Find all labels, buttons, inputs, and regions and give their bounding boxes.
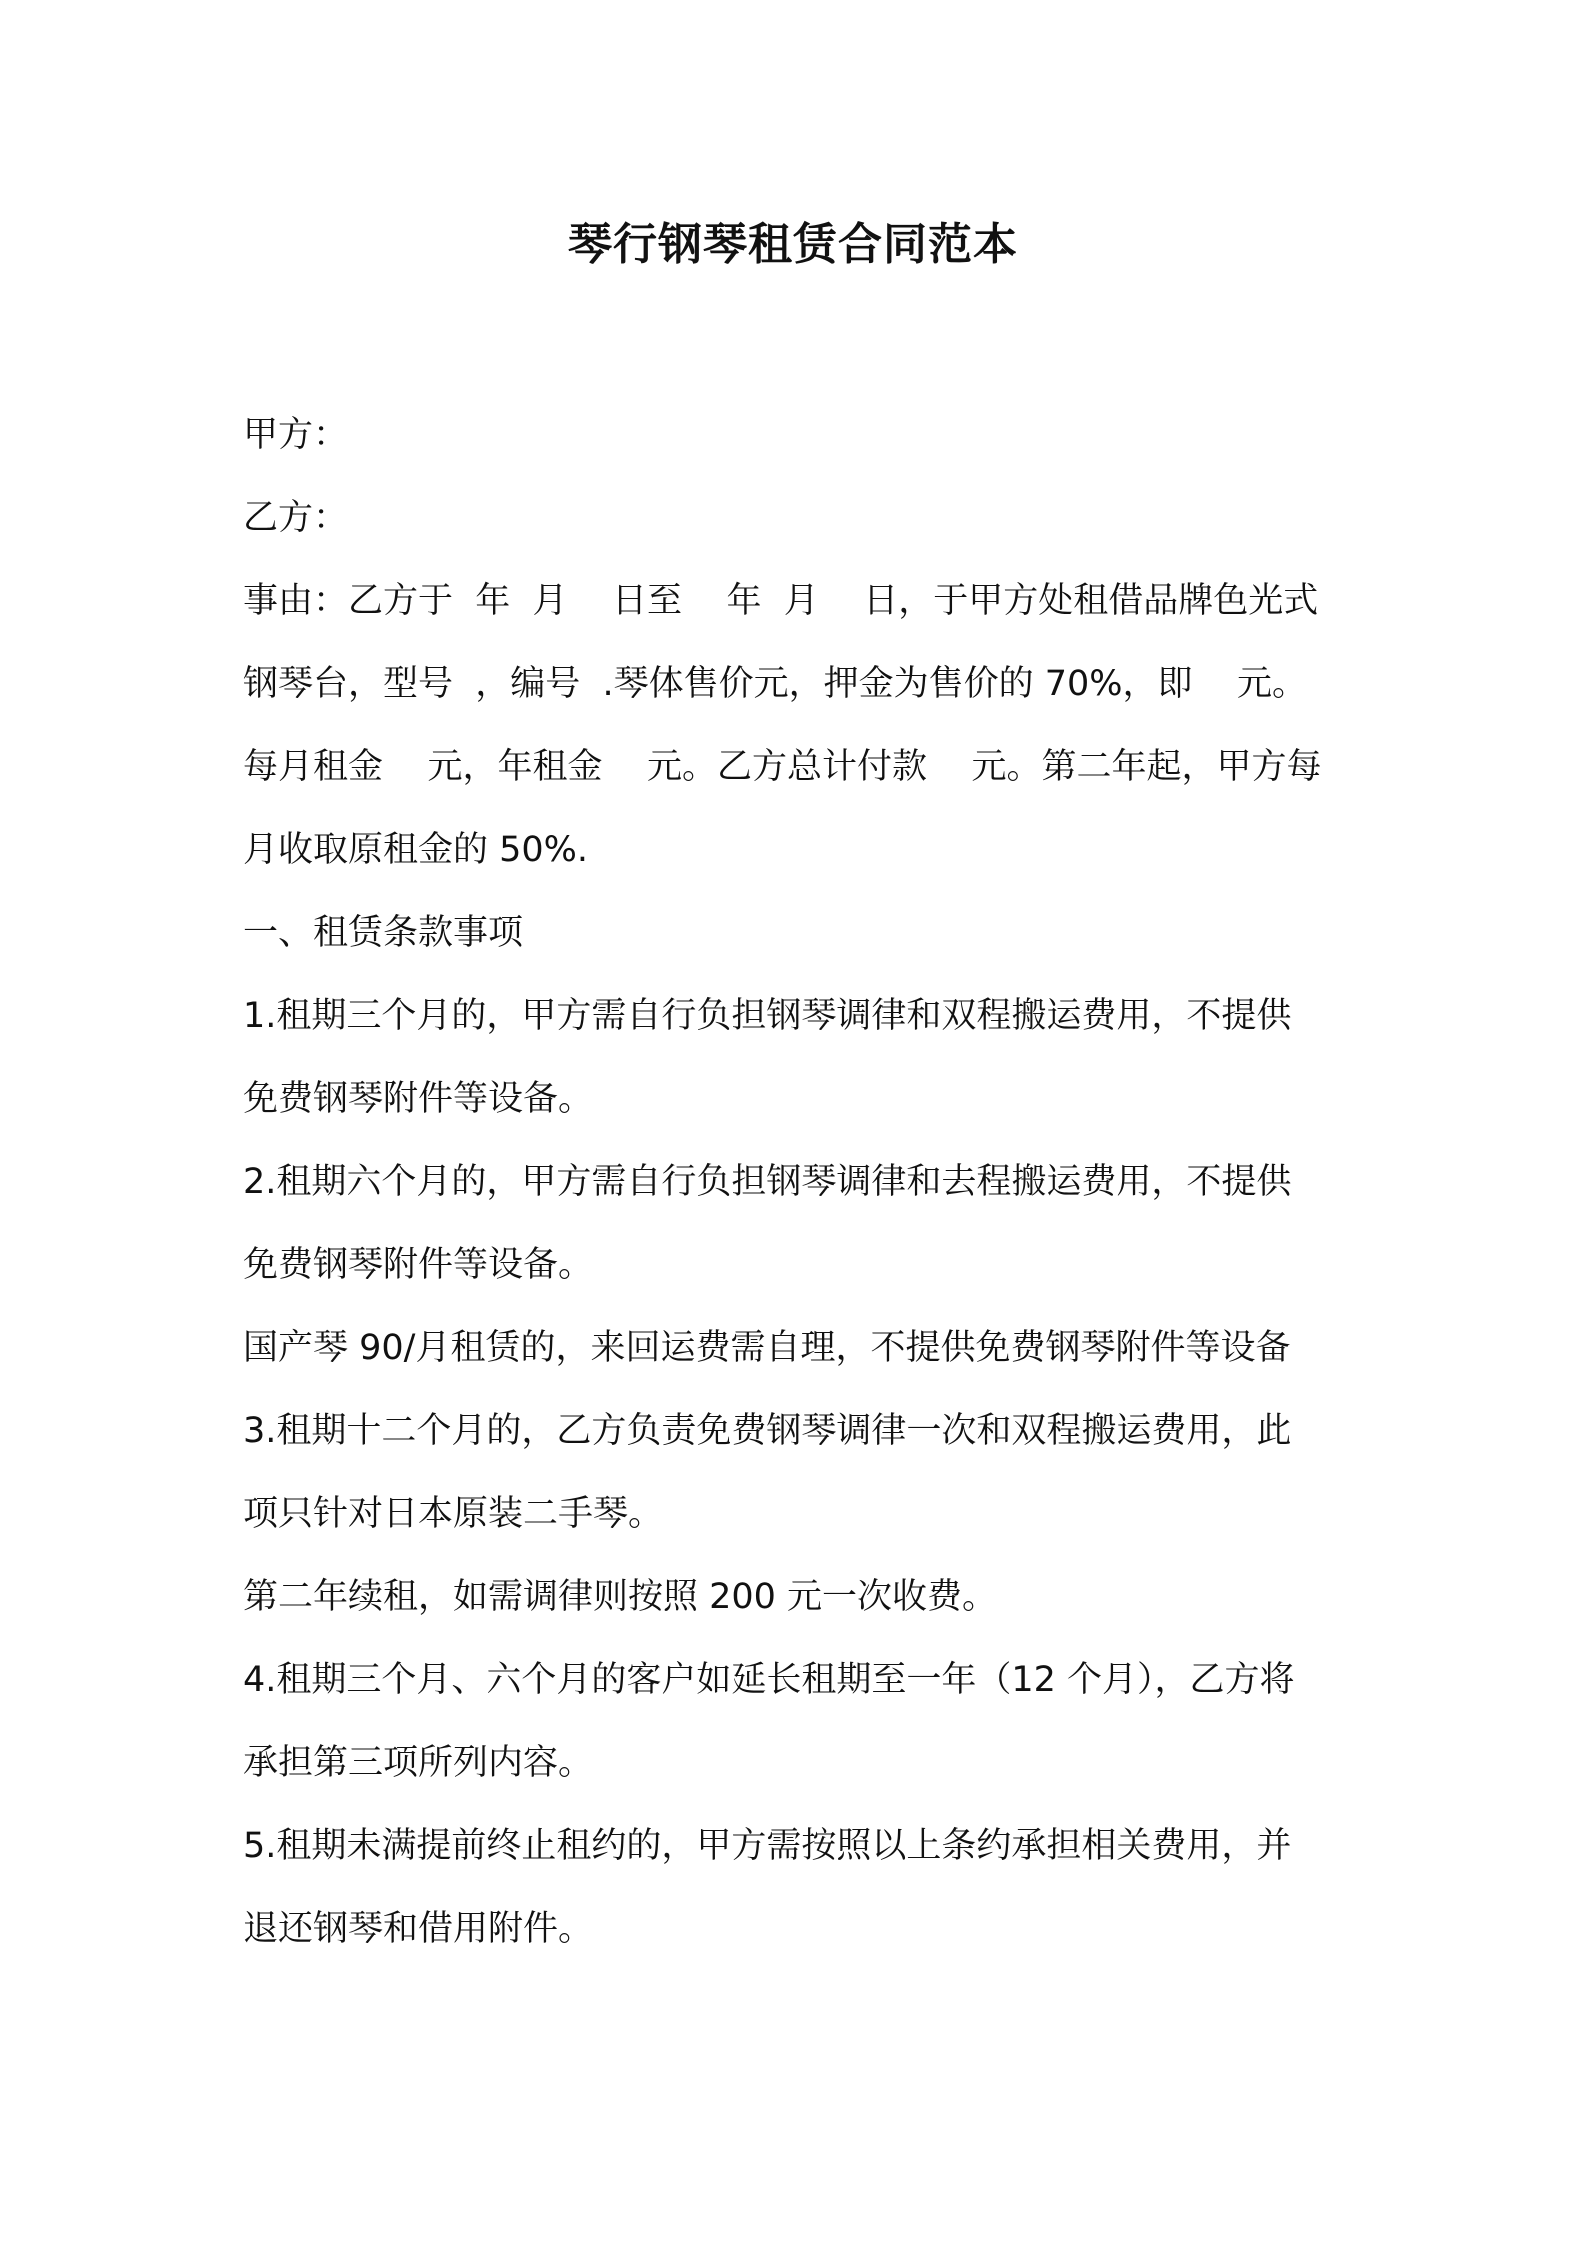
clause-2-line-1: 2.租期六个月的，甲方需自行负担钢琴调律和去程搬运费用，不提供 — [243, 1162, 1292, 1202]
document-title: 琴行钢琴租赁合同范本 — [568, 219, 1018, 270]
clause-5-line-1: 5.租期未满提前终止租约的，甲方需按照以上条约承担相关费用，并 — [243, 1826, 1292, 1866]
clause-1-line-2: 免费钢琴附件等设备。 — [243, 1079, 594, 1119]
domestic-piano-note: 国产琴 90/月租赁的，来回运费需自理，不提供免费钢琴附件等设备 — [243, 1328, 1291, 1368]
contract-body — [243, 408, 1353, 1985]
reason-line-2: 钢琴台，型号 ，编号 .琴体售价元，押金为售价的 70%，即 元。 — [243, 664, 1308, 704]
reason-line-4: 月收取原租金的 50%. — [243, 830, 589, 870]
party-a-line: 甲方： — [243, 415, 349, 455]
clause-1-line-1: 1.租期三个月的，甲方需自行负担钢琴调律和双程搬运费用，不提供 — [243, 996, 1292, 1036]
reason-line-1: 事由：乙方于 年 月 日至 年 月 日，于甲方处租借品牌色光式 — [243, 581, 1319, 621]
clause-3-line-1: 3.租期十二个月的，乙方负责免费钢琴调律一次和双程搬运费用，此 — [243, 1411, 1292, 1451]
clause-5-line-2: 退还钢琴和借用附件。 — [243, 1909, 594, 1949]
reason-line-3: 每月租金 元，年租金 元。乙方总计付款 元。第二年起，甲方每 — [243, 747, 1322, 787]
clause-4-line-1: 4.租期三个月、六个月的客户如延长租期至一年（12 个月），乙方将 — [243, 1660, 1295, 1700]
renewal-note: 第二年续租，如需调律则按照 200 元一次收费。 — [243, 1577, 998, 1617]
clause-4-line-2: 承担第三项所列内容。 — [243, 1743, 594, 1783]
section-heading: 一、租赁条款事项 — [243, 913, 524, 953]
clause-2-line-2: 免费钢琴附件等设备。 — [243, 1245, 594, 1285]
party-b-line: 乙方： — [243, 498, 349, 538]
clause-3-line-2: 项只针对日本原装二手琴。 — [243, 1494, 664, 1534]
